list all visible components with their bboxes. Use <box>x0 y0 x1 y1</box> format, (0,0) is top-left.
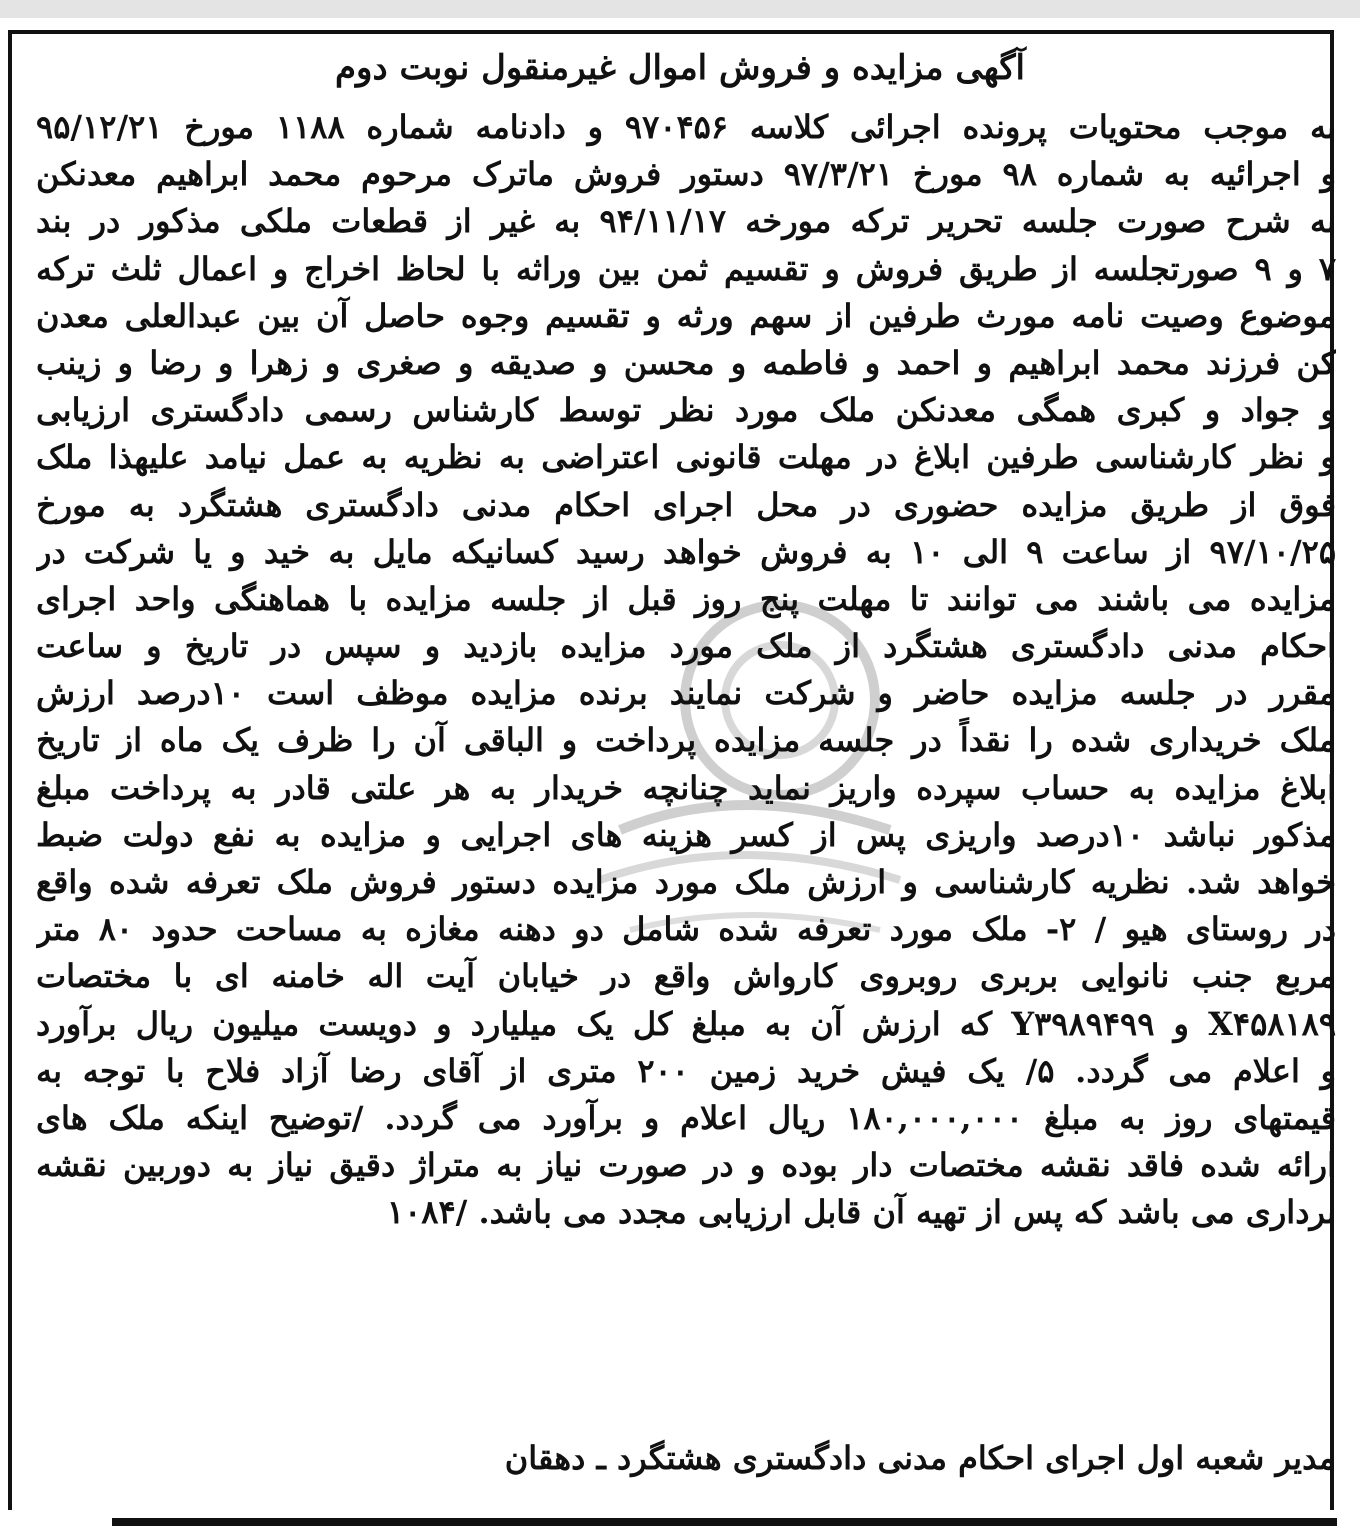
body-line: ابلاغ مزایده به حساب سپرده واریز نماید چنانچه خریدار به هر علتی قادر به پرداخت مبلغ <box>36 768 1336 807</box>
body-line: به شرح صورت جلسه تحریر ترکه مورخه ۹۴/۱۱/۱۷ به غیر از قطعات ملکی مذکور در بند <box>36 202 1336 241</box>
body-line-last: برداری می باشد که پس از تهیه آن قابل ارزیابی مجدد می باشد. /۱۰۸۴ <box>386 1193 1336 1232</box>
bottom-rule <box>112 1518 1337 1526</box>
body-line: قیمتهای روز به مبلغ ۱۸۰,۰۰۰,۰۰۰ ریال اعلام و برآورد می گردد. /توضیح اینکه ملک های <box>36 1098 1336 1137</box>
body-line: مذکور نباشد ۱۰درصد واریزی پس از کسر هزینه های اجرایی و مزایده به نفع دولت ضبط <box>36 815 1336 854</box>
body-line: و اعلام می گردد. ۵/ یک فیش خرید زمین ۲۰۰ متری از آقای رضا آزاد فلاح با توجه به <box>36 1051 1336 1090</box>
body-line: مربع جنب نانوایی بربری روبروی کارواش واقع در خیابان آیت اله خامنه ای با مختصات <box>36 957 1336 996</box>
body-line: موضوع وصیت نامه مورث طرفین از سهم ورثه و تقسیم وجوه حاصل آن بین عبدالعلی معدن <box>36 296 1336 335</box>
body-line: X۴۵۸۱۸۹ و Y۳۹۸۹۴۹۹ که ارزش آن به مبلغ کل یک میلیارد و دویست میلیون ریال برآورد <box>36 1004 1336 1043</box>
body-line: مزایده می باشند می توانند تا مهلت پنج روز قبل از جلسه مزایده با هماهنگی واحد اجرای <box>36 579 1336 618</box>
notice-body <box>36 104 1336 1237</box>
body-line: ملک خریداری شده را نقداً در جلسه مزایده پرداخت و الباقی آن را ظرف یک ماه از تاریخ <box>36 721 1336 760</box>
body-line: مقرر در جلسه مزایده حاضر و شرکت نمایند برنده مزایده موظف است ۱۰درصد ارزش <box>36 674 1336 713</box>
body-line: خواهد شد. نظریه کارشناسی و ارزش ملک مورد مزایده دستور فروش ملک تعرفه شده واقع <box>36 863 1336 901</box>
body-line: ارائه شده فاقد نقشه مختصات دار بوده و در صورت نیاز به متراژ دقیق نیاز به دوربین نقشه <box>36 1146 1336 1185</box>
body-line: کن فرزند محمد ابراهیم و احمد و فاطمه و محسن و صدیقه و صغری و زهرا و رضا و زینب <box>36 343 1336 382</box>
body-line: فوق از طریق مزایده حضوری در محل اجرای احکام مدنی دادگستری هشتگرد به مورخ <box>36 485 1336 524</box>
body-line: ۹۷/۱۰/۲۵ از ساعت ۹ الی ۱۰ به فروش خواهد رسید کسانیکه مایل به خید و یا شرکت در <box>36 532 1336 571</box>
body-line: و جواد و کبری همگی معدنکن ملک مورد نظر توسط کارشناس رسمی دادگستری ارزیابی <box>36 391 1336 430</box>
body-line: احکام مدنی دادگستری هشتگرد از ملک مورد مزایده بازدید و سپس در تاریخ و ساعت <box>36 627 1336 666</box>
body-line: و نظر کارشناسی طرفین ابلاغ در مهلت قانونی اعتراضی به نظریه به عمل نیامد علیهذا ملک <box>36 438 1336 477</box>
body-line: و اجرائیه به شماره ۹۸ مورخ ۹۷/۳/۲۱ دستور فروش ماترک مرحوم محمد ابراهیم معدنکن <box>36 155 1336 194</box>
signature: مدیر شعبه اول اجرای احکام مدنی دادگستری هشتگرد ـ دهقان <box>504 1439 1336 1477</box>
notice-title: آگهی مزایده و فروش اموال غیرمنقول نوبت دوم <box>335 48 1025 88</box>
body-line: ۷ و ۹ صورتجلسه از طریق فروش و تقسیم ثمن بین وراثه با لحاظ اخراج و اعمال ثلث ترکه <box>36 249 1336 288</box>
body-line: در روستای هیو / ۲- ملک مورد تعرفه شده شامل دو دهنه مغازه به مساحت حدود ۸۰ متر <box>36 910 1336 949</box>
top-strip <box>0 0 1360 18</box>
body-line: به موجب محتویات پرونده اجرائی کلاسه ۹۷۰۴۵۶ و دادنامه شماره ۱۱۸۸ مورخ ۹۵/۱۲/۲۱ <box>36 108 1336 146</box>
